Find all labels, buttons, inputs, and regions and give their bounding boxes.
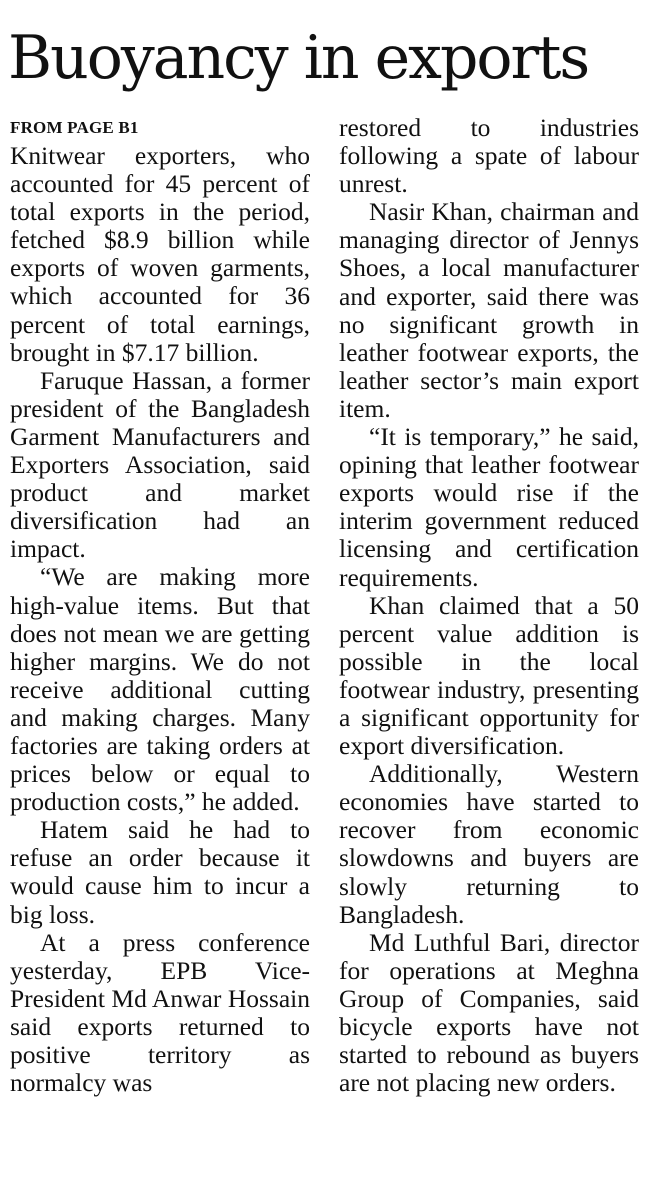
article-paragraph: “It is temporary,” he said, opining that leather footwear exports would rise if the interim government reduced licensing and certification requirements.: [339, 422, 639, 592]
article-paragraph: “We are making more high-value items. But that does not mean we are getting higher margins. We do not receive additional cutting and making charges. Many factories are taking orders at prices below or equal to production costs,” he added.: [10, 562, 310, 817]
article-paragraph: Faruque Hassan, a former president of the Bangladesh Garment Manufacturers and Exporters Association, said product and market diversification had an impact.: [10, 365, 310, 564]
article-paragraph: Khan claimed that a 50 percent value addition is possible in the local footwear industry, presenting a significant opportunity for export diversification.: [339, 590, 639, 761]
article-paragraph: Knitwear exporters, who accounted for 45 percent of total exports in the period, fetched $8.9 billion while exports of woven garments, which accounted for 36 percent of total earnings, brought in $7.17 billion.: [10, 141, 310, 367]
article-paragraph: Nasir Khan, chairman and managing director of Jennys Shoes, a local manufacturer and exporter, said there was no significant growth in leather footwear exports, the leather sector’s main export item.: [339, 197, 639, 423]
article-paragraph: Hatem said he had to refuse an order because it would cause him to incur a big loss.: [10, 815, 310, 929]
headline: Buoyancy in exports: [8, 23, 589, 93]
article-paragraph: restored to industries following a spate of labour unrest.: [339, 113, 639, 199]
article-column-right: [339, 114, 639, 1097]
dateline: FROM PAGE B1: [10, 118, 139, 137]
article-paragraph: Additionally, Western economies have started to recover from economic slowdowns and buyers are slowly returning to Bangladesh.: [339, 759, 639, 929]
article-paragraph: Md Luthful Bari, director for operations at Meghna Group of Companies, said bicycle exports have not started to rebound as buyers are not placing new orders.: [339, 927, 639, 1098]
article-column-left: [10, 114, 310, 1097]
article-paragraph: At a press conference yesterday, EPB Vice-President Md Anwar Hossain said exports returned to positive territory as normalcy was: [10, 927, 310, 1098]
